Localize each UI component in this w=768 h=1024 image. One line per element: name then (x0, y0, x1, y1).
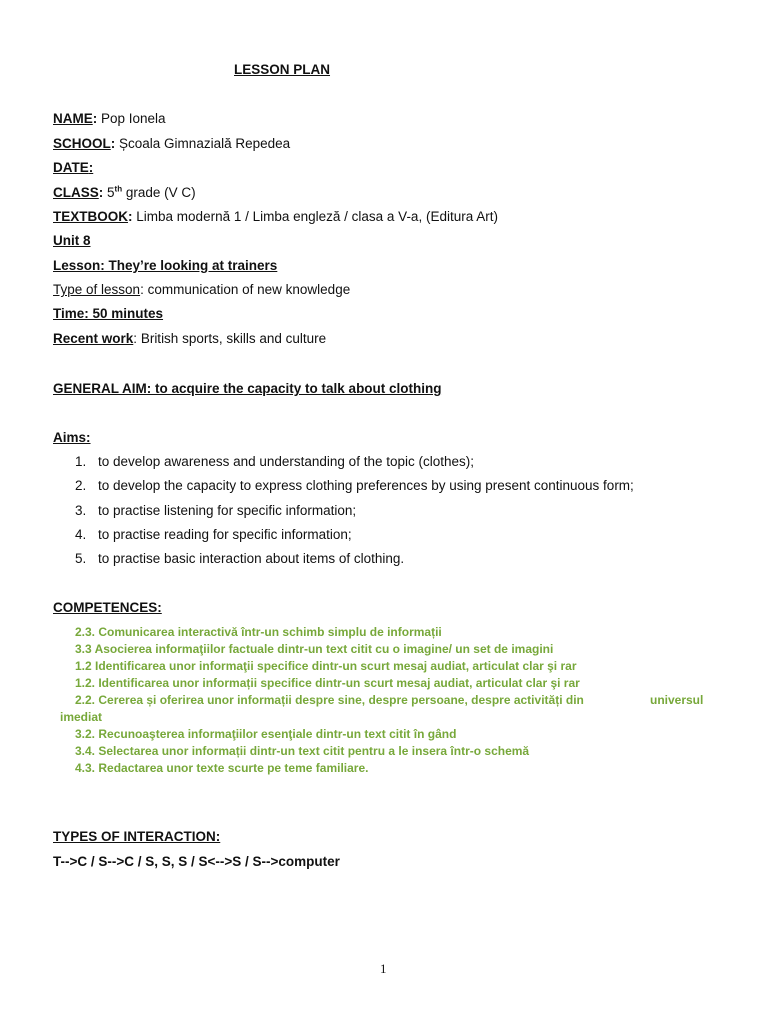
name-value: Pop Ionela (101, 111, 166, 126)
aim-number: 2. (75, 478, 87, 493)
textbook-value: Limba modernă 1 / Limba engleză / clasa a V-a, (Editura Art) (136, 209, 498, 224)
recent-work-value: British sports, skills and culture (140, 331, 327, 346)
field-class: CLASS: 5th grade (V C) (53, 184, 196, 200)
competence-item: 1.2 Identificarea unor informaţii specifice dintr-un scurt mesaj audiat, articulat clar şi rar (75, 659, 577, 673)
aim-number: 4. (75, 527, 87, 542)
competences-heading: COMPETENCES: (53, 600, 162, 615)
recent-work-label: Recent work (53, 331, 134, 346)
field-textbook: TEXTBOOK: Limba modernă 1 / Limba engleză / clasa a V-a, (Editura Art) (53, 209, 498, 224)
aim-item (75, 527, 352, 542)
competence-item: 1.2. Identificarea unor informații specifice dintr-un scurt mesaj audiat, articulat clar şi rar (75, 676, 580, 690)
aim-item (75, 454, 474, 469)
field-school: SCHOOL: Școala Gimnazială Repedea (53, 136, 291, 151)
aim-text: to practise reading for specific information; (98, 527, 352, 542)
competence-item: 4.3. Redactarea unor texte scurte pe teme familiare. (75, 761, 369, 775)
aim-text: to develop awareness and understanding of the topic (clothes); (98, 454, 474, 469)
field-type-of-lesson: Type of lesson: communication of new knowledge (53, 282, 351, 297)
class-label: CLASS (53, 185, 99, 200)
aims-heading: Aims: (53, 430, 91, 445)
field-name: NAME: Pop Ionela (53, 111, 166, 126)
interaction-heading: TYPES OF INTERACTION: (53, 829, 221, 844)
class-value-rest: grade (V C) (125, 185, 196, 200)
competence-item-continued: universul (650, 693, 704, 707)
lesson-label: Lesson: They’re looking at trainers (53, 258, 278, 273)
field-recent-work: Recent work: British sports, skills and culture (53, 331, 327, 346)
general-aim: GENERAL AIM: to acquire the capacity to talk about clothing (53, 381, 442, 396)
aim-item (75, 503, 356, 518)
type-of-lesson-value: communication of new knowledge (147, 282, 351, 297)
field-date: DATE: (53, 160, 94, 175)
interaction-value: T-->C / S-->C / S, S, S / S<-->S / S-->computer (53, 854, 340, 869)
competence-item: 2.3. Comunicarea interactivă într-un schimb simplu de informații (75, 625, 442, 639)
aim-number: 1. (75, 454, 87, 469)
unit-label: Unit 8 (53, 233, 91, 248)
school-label: SCHOOL (53, 136, 111, 151)
class-value-sup: th (114, 184, 123, 194)
date-label: DATE (53, 160, 89, 175)
name-label: NAME (53, 111, 93, 126)
aim-item (75, 551, 404, 566)
aim-text: to practise listening for specific information; (98, 503, 357, 518)
competence-item: 2.2. Cererea și oferirea unor informații despre sine, despre persoane, despre activități din (75, 693, 584, 707)
class-value-num: 5 (107, 185, 115, 200)
page-number: 1 (380, 961, 387, 976)
aim-text: to develop the capacity to express clothing preferences by using present continuous form; (98, 478, 634, 493)
school-value: Școala Gimnazială Repedea (119, 136, 291, 151)
textbook-label: TEXTBOOK (53, 209, 129, 224)
competence-item: 3.3 Asocierea informaţiilor factuale dintr-un text citit cu o imagine/ un set de imagini (75, 642, 554, 656)
competence-item: 3.4. Selectarea unor informații dintr-un text citit pentru a le insera într-o schemă (75, 744, 530, 758)
aim-text: to practise basic interaction about items of clothing. (98, 551, 405, 566)
aim-item (75, 478, 634, 493)
competence-item: 3.2. Recunoaşterea informaţiilor esenţiale dintr-un text citit în gând (75, 727, 457, 741)
competence-item-continued: imediat (60, 710, 103, 724)
type-of-lesson-label: Type of lesson (53, 282, 141, 297)
aim-number: 5. (75, 551, 87, 566)
time-label: Time: 50 minutes (53, 306, 164, 321)
page-title: LESSON PLAN (234, 62, 331, 77)
aim-number: 3. (75, 503, 87, 518)
